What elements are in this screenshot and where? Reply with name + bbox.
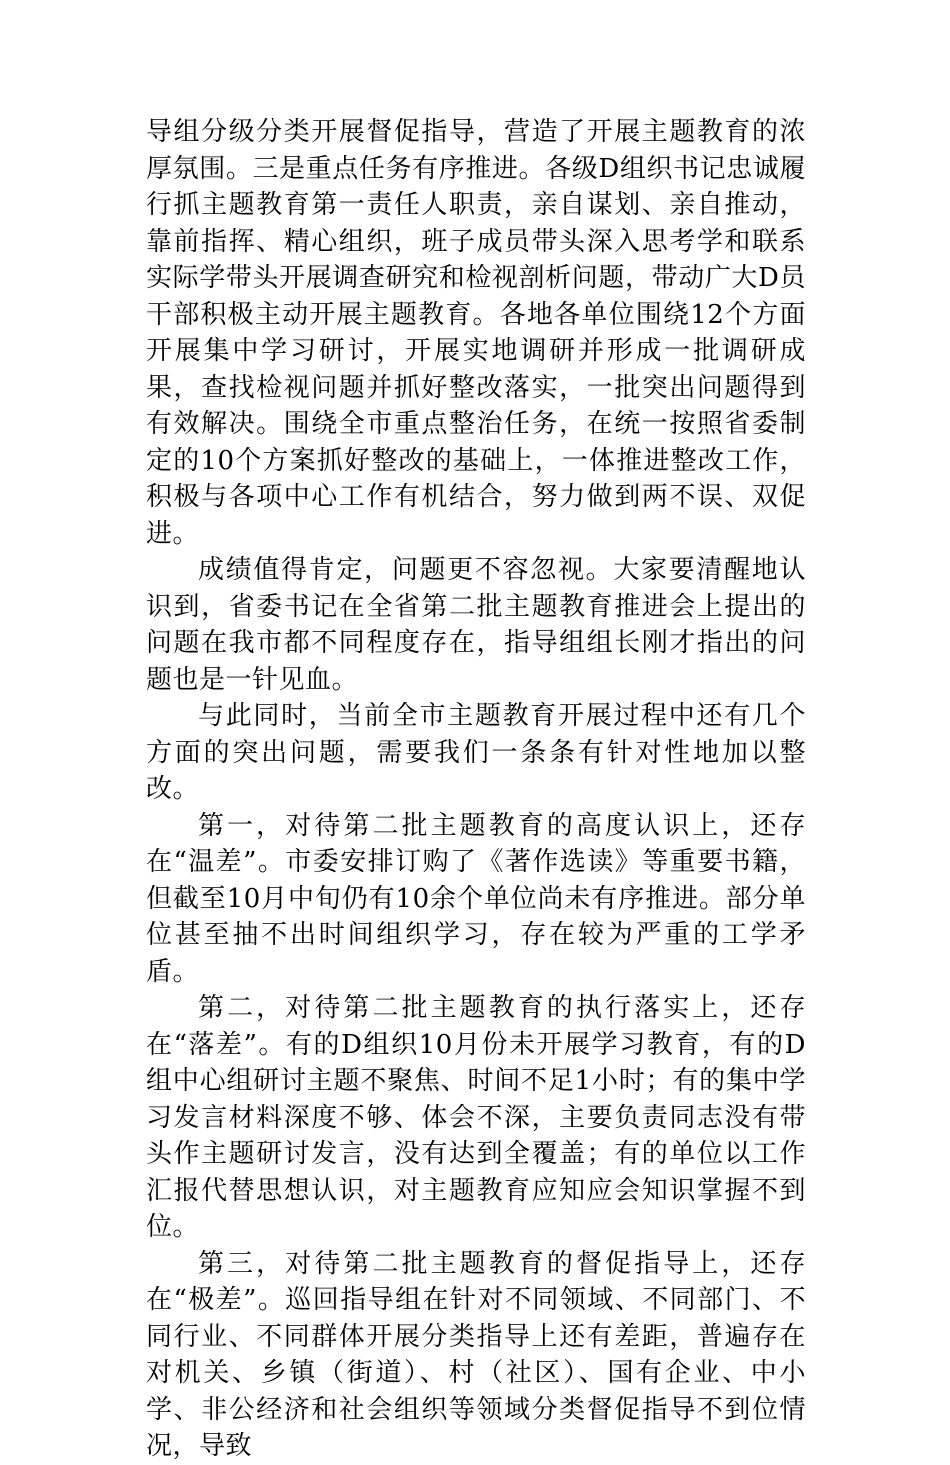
paragraph-point-two: 第二，对待第二批主题教育的执行落实上，还存在“落差”。有的D组织10月份未开展学习教育，有的D组中心组研讨主题不聚焦、时间不足1小时；有的集中学习发言材料深度不够、体会不深，主要负责同志没有带头作主题研讨发言，没有达到全覆盖；有的单位以工作汇报代替思想认识，对主题教育应知应会知识掌握不到位。 [146, 993, 806, 1242]
paragraph-point-three: 第三，对待第二批主题教育的督促指导上，还存在“极差”。巡回指导组在针对不同领域、不同部门、不同行业、不同群体开展分类指导上还有差距，普遍存在对机关、乡镇（街道）、村（社区）、国有企业、中小学、非公经济和社会组织等领域分类督促指导不到位情况，导致 [146, 1248, 806, 1461]
paragraph-point-one: 第一，对待第二批主题教育的高度认识上，还存在“温差”。市委安排订购了《著作选读》等重要书籍，但截至10月中旬仍有10余个单位尚未有序推进。部分单位甚至抽不出时间组织学习，存在较为严重的工学矛盾。 [146, 810, 806, 987]
paragraph-meanwhile: 与此同时，当前全市主题教育开展过程中还有几个方面的突出问题，需要我们一条条有针对性地加以整改。 [146, 701, 806, 804]
document-page [146, 114, 806, 1465]
paragraph-continued: 导组分级分类开展督促指导，营造了开展主题教育的浓厚氛围。三是重点任务有序推进。各级D组织书记忠诚履行抓主题教育第一责任人职责，亲自谋划、亲自推动，靠前指挥、精心组织，班子成员带头深入思考学和联系实际学带头开展调查研究和检视剖析问题，带动广大D员干部积极主动开展主题教育。各地各单位围绕12个方面开展集中学习研讨，开展实地调研并形成一批调研成果，查找检视问题并抓好整改落实，一批突出问题得到有效解决。围绕全市重点整治任务，在统一按照省委制定的10个方案抓好整改的基础上，一体推进整改工作，积极与各项中心工作有机结合，努力做到两不误、双促进。 [146, 117, 806, 549]
paragraph-problems-intro: 成绩值得肯定，问题更不容忽视。大家要清醒地认识到，省委书记在全省第二批主题教育推进会上提出的问题在我市都不同程度存在，指导组组长刚才指出的问题也是一针见血。 [146, 555, 806, 695]
